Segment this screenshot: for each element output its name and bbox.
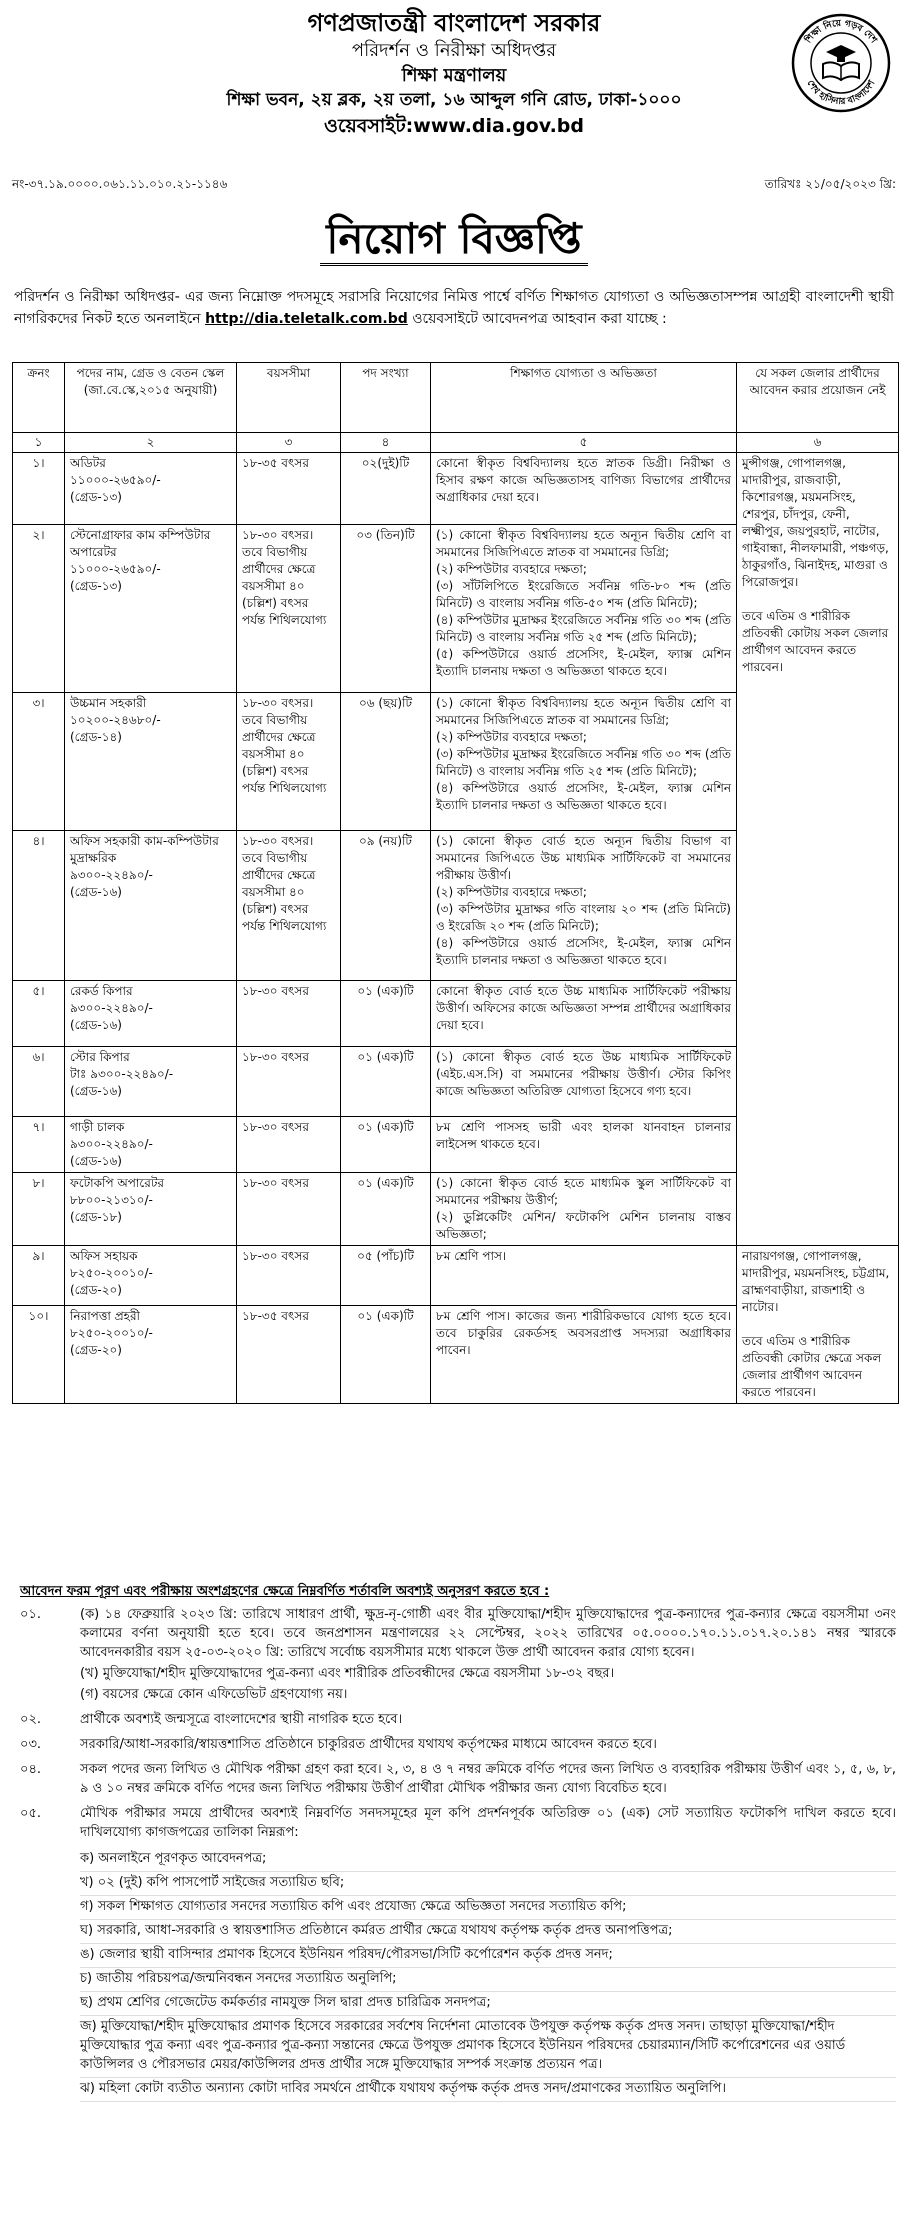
serial-cell: ১০। — [13, 1305, 65, 1403]
condition-item — [20, 1605, 896, 1706]
post-cell: অডিটর ১১০০০-২৬৫৯০/- (গ্রেড-১৩) — [65, 453, 237, 525]
condition-sub-clause: সরকারি/আধা-সরকারি/স্বায়ত্তশাসিত প্রতিষ্ঠানে চাকুরিরত প্রার্থীদের যথাযথ কর্তৃপক্ষের মাধ্যমে আবেদন করতে হবে। — [80, 1737, 657, 1752]
condition-sub-clause: মৌখিক পরীক্ষার সময়ে প্রার্থীদের অবশ্যই নিম্নবর্ণিত সনদসমূহের মূল কপি প্রদর্শনপূর্বক অতিরিক্ত ০১ (এক) সেট সত্যায়িত ফটোকপি দাখিল করতে হবে। দাখিলযোগ্য কাগজপত্রের তালিকা নিম্নরূপ: — [80, 1806, 896, 1840]
condition-item — [20, 1760, 896, 1800]
count-cell: ০১ (এক)টি — [341, 1173, 431, 1246]
col-number: ৩ — [237, 433, 341, 453]
col-header-qualification: শিক্ষাগত যোগ্যতা ও অভিজ্ঞতা — [431, 363, 737, 433]
age-cell: ১৮-৩০ বৎসর। তবে বিভাগীয় প্রার্থীদের ক্ষেত্রে বয়সসীমা ৪০ (চল্লিশ) বৎসর পর্যন্ত শিথিলযোগ্য — [237, 525, 341, 693]
document-item: চ) জাতীয় পরিচয়পত্র/জন্মনিবন্ধন সনদের সত্যায়িত অনুলিপি; — [80, 1968, 896, 1992]
condition-sub-clause: (খ) মুক্তিযোদ্ধা/শহীদ মুক্তিযোদ্ধাদের পুত্র-কন্যা এবং শারীরিক প্রতিবন্ধীদের ক্ষেত্রে বয়সসীমা ১৮-৩২ বছর। — [80, 1666, 615, 1681]
condition-number: ০১. — [20, 1607, 42, 1622]
count-cell: ০১ (এক)টি — [341, 1047, 431, 1117]
count-cell: ০৯ (নয়)টি — [341, 831, 431, 981]
header — [0, 8, 908, 139]
age-cell: ১৮-৩০ বৎসর — [237, 1047, 341, 1117]
count-cell: ০১ (এক)টি — [341, 1305, 431, 1403]
table-header-row — [13, 363, 899, 433]
intro-paragraph — [14, 286, 894, 330]
column-number-row — [13, 433, 899, 453]
document-item: ঝ) মহিলা কোটা ব্যতীত অন্যান্য কোটা দাবির সমর্থনে প্রার্থীকে যথাযথ কর্তৃপক্ষ কর্তৃক প্রদত্ত সনদ/প্রমাণকের সত্যায়িত অনুলিপি। — [80, 2078, 896, 2102]
vacancy-rows — [13, 453, 899, 1404]
office-address: শিক্ষা ভবন, ২য় ব্লক, ২য় তলা, ১৬ আব্দুল গনি রোড, ঢাকা-১০০০ — [226, 90, 682, 110]
condition-text — [80, 1804, 896, 1844]
document-item: জ) মুক্তিযোদ্ধা/শহীদ মুক্তিযোদ্ধার প্রমাণক হিসেবে সরকারের সর্বশেষ নির্দেশনা মোতাবেক উপযুক্ত কর্তৃপক্ষ কর্তৃক প্রদত্ত সনদ। তাছাড়া মুক্তিযোদ্ধা/শহীদ মুক্তিযোদ্ধার পুত্র কন্যা এবং পুত্র-কন্যার পুত্র-কন্যা সন্তানের ক্ষেত্রে উপযুক্ত প্রমাণক হিসেবে ইউনিয়ন পরিষদের চেয়ারম্যান/সিটি কর্পোরেশনের এর ওয়ার্ড কাউন্সিলর ও পৌরসভার মেয়র/কাউন্সিলর প্রদত্ত প্রার্থীর সঙ্গে মুক্তিযোদ্ধার সম্পর্ক সংক্রান্ত প্রত্যয়ন পত্র। — [80, 2016, 896, 2078]
conditions-list — [20, 1605, 896, 1844]
post-cell: উচ্চমান সহকারী ১০২০০-২৪৬৮০/- (গ্রেড-১৪) — [65, 693, 237, 831]
condition-number: ০৩. — [20, 1737, 42, 1752]
condition-sub-clause: (ক) ১৪ ফেব্রুয়ারি ২০২৩ খ্রি: তারিখে সাধারণ প্রার্থী, ক্ষুদ্র-নৃ-গোষ্ঠী এবং বীর মুক্তিযোদ্ধা/শহীদ মুক্তিযোদ্ধাদের পুত্র-কন্যাদের পুত্র-কন্যার ক্ষেত্রে বয়সসীমা ৩নং কলামের বর্ণনা অনুযায়ী হতে হবে। তবে জনপ্রশাসন মন্ত্রণালয়ের ২২ সেপ্টেম্বর, ২০২২ তারিখের ০৫.০০০০.১৭০.১১.০১৭.২০.১৪১ নম্বর স্মারকে আবেদনকারীর বয়স ২৫-০৩-২০২০ খ্রি: তারিখে সর্বোচ্চ বয়সসীমার মধ্যে থাকলে উক্ত প্রার্থী আবেদন করার যোগ্য হবেন। — [80, 1607, 896, 1660]
age-cell: ১৮-৩০ বৎসর — [237, 981, 341, 1047]
age-cell: ১৮-৩০ বৎসর — [237, 1246, 341, 1306]
department-name: পরিদর্শন ও নিরীক্ষা অধিদপ্তর — [351, 40, 557, 61]
website: ওয়েবসাইট:www.dia.gov.bd — [323, 115, 584, 137]
vacancy-table — [12, 362, 899, 1404]
post-cell: গাড়ী চালক ৯৩০০-২২৪৯০/- (গ্রেড-১৬) — [65, 1117, 237, 1173]
col-header-sl: ক্রনং — [13, 363, 65, 433]
serial-cell: ১। — [13, 453, 65, 525]
document-item: ক) অনলাইনে পূরণকৃত আবেদনপত্র; — [80, 1848, 896, 1872]
col-header-districts: যে সকল জেলার প্রার্থীদের আবেদন করার প্রয়োজন নেই — [737, 363, 899, 433]
condition-text — [80, 1710, 896, 1731]
conditions-title: আবেদন ফরম পূরণ এবং পরীক্ষায় অংশগ্রহণের ক্ষেত্রে নিম্নবর্ণিত শর্তাবলি অবশ্যই অনুসরণ করতে হবে : — [20, 1584, 550, 1599]
document-item: গ) সকল শিক্ষাগত যোগ্যতার সনদের সত্যায়িত কপি এবং প্রযোজ্য ক্ষেত্রে অভিজ্ঞতা সনদের সত্যায়িত কপি; — [80, 1896, 896, 1920]
condition-number: ০২. — [20, 1712, 42, 1727]
district-exemption-cell: মুন্সীগঞ্জ, গোপালগঞ্জ, মাদারীপুর, রাজবাড়ী, কিশোরগঞ্জ, ময়মনসিংহ, শেরপুর, চাঁদপুর, ফেনী, লক্ষ্মীপুর, জয়পুরহাট, নাটোর, গাইবান্ধা, নীলফামারী, পঞ্চগড়, ঠাকুরগাঁও, ঝিনাইদহ, মাগুরা ও পিরোজপুর। তবে এতিম ও শারীরিক প্রতিবন্ধী কোটায় সকল জেলার প্রার্থীগণ আবেদন করতে পারবেন। — [737, 453, 899, 1246]
age-cell: ১৮-৩০ বৎসর। তবে বিভাগীয় প্রার্থীদের ক্ষেত্রে বয়সসীমা ৪০ (চল্লিশ) বৎসর পর্যন্ত শিথিলযোগ্য — [237, 693, 341, 831]
col-number: ১ — [13, 433, 65, 453]
post-cell: ফটোকপি অপারেটর ৮৮০০-২১৩১০/- (গ্রেড-১৮) — [65, 1173, 237, 1246]
memo-number: নং-৩৭.১৯.০০০০.০৬১.১১.০১০.২১-১১৪৬ — [12, 177, 228, 191]
col-number: ৫ — [431, 433, 737, 453]
qualification-cell: (১) কোনো স্বীকৃত বোর্ড হতে মাধ্যমিক স্কুল সার্টিফিকেট বা সমমানের পরীক্ষায় উত্তীর্ণ; (২) ডুপ্লিকেটিং মেশিন/ ফটোকপি মেশিন চালনায় বাস্তব অভিজ্ঞতা; — [431, 1173, 737, 1246]
post-cell: রেকর্ড কিপার ৯৩০০-২২৪৯০/- (গ্রেড-১৬) — [65, 981, 237, 1047]
document-item: ছ) প্রথম শ্রেণির গেজেটেড কর্মকর্তার নামযুক্ত সিল দ্বারা প্রদত্ত চারিত্রিক সনদপত্র; — [80, 1992, 896, 2016]
post-cell: অফিস সহকারী কাম-কম্পিউটার মুদ্রাক্ষরিক ৯৩০০-২২৪৯০/- (গ্রেড-১৬) — [65, 831, 237, 981]
table-row — [13, 453, 899, 525]
serial-cell: ৫। — [13, 981, 65, 1047]
qualification-cell: (১) কোনো স্বীকৃত বোর্ড হতে উচ্চ মাধ্যমিক সার্টিফিকেট (এইচ.এস.সি) বা সমমানের পরীক্ষায় উত্তীর্ণ। স্টোর কিপিং কাজে অভিজ্ঞতা অতিরিক্ত যোগ্যতা হিসেবে গণ্য হবে। — [431, 1047, 737, 1117]
qualification-cell: কোনো স্বীকৃত বোর্ড হতে উচ্চ মাধ্যমিক সার্টিফিকেট পরীক্ষায় উত্তীর্ণ। অফিসের কাজে অভিজ্ঞতা সম্পন্ন প্রার্থীদের অগ্রাধিকার দেয়া হবে। — [431, 981, 737, 1047]
col-number: ৪ — [341, 433, 431, 453]
serial-cell: ৬। — [13, 1047, 65, 1117]
notice-date: তারিখঃ ২১/০৫/২০২৩ খ্রি: — [764, 177, 896, 191]
age-cell: ১৮-৩০ বৎসর — [237, 1117, 341, 1173]
conditions-section — [20, 1582, 896, 2102]
serial-cell: ৯। — [13, 1246, 65, 1306]
count-cell: ০৩ (তিন)টি — [341, 525, 431, 693]
document-item: খ) ০২ (দুই) কপি পাসপোর্ট সাইজের সত্যায়িত ছবি; — [80, 1872, 896, 1896]
logo-top-text: শিক্ষা নিয়ে গড়ব দেশ — [803, 18, 879, 46]
col-number: ৬ — [737, 433, 899, 453]
education-logo-icon — [790, 12, 892, 114]
post-cell: স্টেনোগ্রাফার কাম কম্পিউটার অপারেটর ১১০০০-২৬৫৯০/- (গ্রেড-১৩) — [65, 525, 237, 693]
count-cell: ০১ (এক)টি — [341, 981, 431, 1047]
serial-cell: ৮। — [13, 1173, 65, 1246]
document-item: ঙ) জেলার স্থায়ী বাসিন্দার প্রমাণক হিসেবে ইউনিয়ন পরিষদ/পৌরসভা/সিটি কর্পোরেশন কর্তৃক প্রদত্ত সনদ; — [80, 1944, 896, 1968]
qualification-cell: (১) কোনো স্বীকৃত বিশ্ববিদ্যালয় হতে অন্যূন দ্বিতীয় শ্রেণি বা সমমানের সিজিপিএতে স্নাতক বা সমমানের ডিগ্রি; (২) কম্পিউটার ব্যবহারে দক্ষতা; (৩) কম্পিউটার মুদ্রাক্ষর ইংরেজিতে সর্বনিম্ন গতি ৩০ শব্দ (প্রতি মিনিটে) ও বাংলায় সর্বনিম্ন গতি ২৫ শব্দ (প্রতি মিনিটে); (৪) কম্পিউটারে ওয়ার্ড প্রসেসিং, ই-মেইল, ফ্যাক্স মেশিন ইত্যাদি চালনার দক্ষতা ও অভিজ্ঞতা থাকতে হবে। — [431, 693, 737, 831]
count-cell: ০৫ (পাঁচ)টি — [341, 1246, 431, 1306]
qualification-cell: (১) কোনো স্বীকৃত বোর্ড হতে অন্যূন দ্বিতীয় বিভাগ বা সমমানের জিপিএতে উচ্চ মাধ্যমিক সার্টিফিকেট বা সমমানের পরীক্ষায় উত্তীর্ণ। (২) কম্পিউটার ব্যবহারে দক্ষতা; (৩) কম্পিউটার মুদ্রাক্ষর গতি বাংলায় ২০ শব্দ (প্রতি মিনিটে) ও ইংরেজি ২০ শব্দ (প্রতি মিনিটে); (৪) কম্পিউটারে ওয়ার্ড প্রসেসিং, ই-মেইল, ফ্যাক্স মেশিন ইত্যাদি চালনার দক্ষতা ও অভিজ্ঞতা থাকতে হবে। — [431, 831, 737, 981]
notice-title-wrap — [0, 206, 908, 277]
application-link[interactable]: http://dia.teletalk.com.bd — [205, 311, 408, 327]
intro-text-before: পরিদর্শন ও নিরীক্ষা অধিদপ্তর- এর জন্য নিম্নোক্ত পদসমূহে সরাসরি নিয়োগের নিমিত্ত পার্শ্বে বর্ণিত শিক্ষাগত যোগ্যতা ও অভিজ্ঞতাসম্পন্ন আগ্রহী বাংলাদেশী স্থায়ী নাগরিকদের নিকট হতে অনলাইনে — [14, 289, 894, 327]
condition-number: ০৫. — [20, 1806, 42, 1821]
condition-text — [80, 1760, 896, 1800]
table-row — [13, 1246, 899, 1306]
post-cell: স্টোর কিপার টাঃ ৯৩০০-২২৪৯০/- (গ্রেড-১৬) — [65, 1047, 237, 1117]
qualification-cell: (১) কোনো স্বীকৃত বিশ্ববিদ্যালয় হতে অন্যূন দ্বিতীয় শ্রেণি বা সমমানের সিজিপিএতে স্নাতক বা সমমানের ডিগ্রি; (২) কম্পিউটার ব্যবহারে দক্ষতা; (৩) সাঁটলিপিতে ইংরেজিতে সর্বনিম্ন গতি-৮০ শব্দ (প্রতি মিনিটে) ও বাংলায় সর্বনিম্ন গতি-৫০ শব্দ (প্রতি মিনিটে); (৪) কম্পিউটার মুদ্রাক্ষর ইংরেজিতে সর্বনিম্ন গতি ৩০ শব্দ (প্রতি মিনিটে) ও বাংলায় সর্বনিম্ন গতি ২৫ শব্দ (প্রতি মিনিটে); (৫) কম্পিউটারে ওয়ার্ড প্রসেসিং, ই-মেইল, ফ্যাক্স মেশিন ইত্যাদি চালনায় দক্ষতা ও অভিজ্ঞতা থাকতে হবে। — [431, 525, 737, 693]
condition-number: ০৪. — [20, 1762, 42, 1777]
serial-cell: ৪। — [13, 831, 65, 981]
qualification-cell: ৮ম শ্রেণি পাস। — [431, 1246, 737, 1306]
serial-cell: ৭। — [13, 1117, 65, 1173]
condition-sub-clause: সকল পদের জন্য লিখিত ও মৌখিক পরীক্ষা গ্রহণ করা হবে। ২, ৩, ৪ ও ৭ নম্বর ক্রমিকে বর্ণিত পদের জন্য লিখিত ও ব্যবহারিক পরীক্ষায় উত্তীর্ণ এবং ১, ৫, ৬, ৮, ৯ ও ১০ নম্বর ক্রমিকে বর্ণিত পদের জন্য লিখিত পরীক্ষায় উত্তীর্ণ প্রার্থীরা মৌখিক পরীক্ষার জন্য যোগ্য বিবেচিত হবে। — [80, 1762, 896, 1796]
age-cell: ১৮-৩৫ বৎসর — [237, 1305, 341, 1403]
condition-item — [20, 1804, 896, 1844]
serial-cell: ৩। — [13, 693, 65, 831]
intro-text-after: ওয়েবসাইটে আবেদনপত্র আহবান করা যাচ্ছে : — [412, 311, 667, 327]
col-number: ২ — [65, 433, 237, 453]
government-name: গণপ্রজাতন্ত্রী বাংলাদেশ সরকার — [307, 9, 601, 37]
condition-sub-clause: প্রার্থীকে অবশ্যই জন্মসূত্রে বাংলাদেশের স্থায়ী নাগরিক হতে হবে। — [80, 1712, 403, 1727]
count-cell: ০১ (এক)টি — [341, 1117, 431, 1173]
count-cell: ০৬ (ছয়)টি — [341, 693, 431, 831]
serial-cell: ২। — [13, 525, 65, 693]
post-cell: অফিস সহায়ক ৮২৫০-২০০১০/- (গ্রেড-২০) — [65, 1246, 237, 1306]
ministry-name: শিক্ষা মন্ত্রণালয় — [401, 65, 507, 86]
documents-list — [80, 1848, 896, 2102]
count-cell: ০২(দুই)টি — [341, 453, 431, 525]
col-header-age: বয়সসীমা — [237, 363, 341, 433]
condition-item — [20, 1710, 896, 1731]
condition-item — [20, 1735, 896, 1756]
condition-sub-clause: (গ) বয়সের ক্ষেত্রে কোন এফিডেভিট গ্রহণযোগ্য নয়। — [80, 1687, 348, 1702]
post-cell: নিরাপত্তা প্রহরী ৮২৫০-২০০১০/- (গ্রেড-২০) — [65, 1305, 237, 1403]
qualification-cell: কোনো স্বীকৃত বিশ্ববিদ্যালয় হতে স্নাতক ডিগ্রী। নিরীক্ষা ও হিসাব রক্ষণ কাজে অভিজ্ঞতাসহ বাণিজ্য বিভাগের প্রার্থীদের অগ্রাধিকার দেয়া হবে। — [431, 453, 737, 525]
condition-text — [80, 1605, 896, 1706]
condition-text — [80, 1735, 896, 1756]
notice-title: নিয়োগ বিজ্ঞপ্তি — [320, 214, 587, 266]
age-cell: ১৮-৩৫ বৎসর — [237, 453, 341, 525]
col-header-post: পদের নাম, গ্রেড ও বেতন স্কেল (জা.বে.স্কে,২০১৫ অনুযায়ী) — [65, 363, 237, 433]
logo-bottom-text: শেখ হাসিনার বাংলাদেশ — [804, 78, 878, 108]
age-cell: ১৮-৩০ বৎসর — [237, 1173, 341, 1246]
col-header-count: পদ সংখ্যা — [341, 363, 431, 433]
qualification-cell: ৮ম শ্রেণি পাসসহ ভারী এবং হালকা যানবাহন চালনার লাইসেন্স থাকতে হবে। — [431, 1117, 737, 1173]
age-cell: ১৮-৩০ বৎসর। তবে বিভাগীয় প্রার্থীদের ক্ষেত্রে বয়সসীমা ৪০ (চল্লিশ) বৎসর পর্যন্ত শিথিলযোগ্য — [237, 831, 341, 981]
district-exemption-cell: নারায়ণগঞ্জ, গোপালগঞ্জ, মাদারীপুর, ময়মনসিংহ, চট্টগ্রাম, ব্রাহ্মণবাড়ীয়া, রাজশাহী ও নাটোর। তবে এতিম ও শারীরিক প্রতিবন্ধী কোটার ক্ষেত্রে সকল জেলার প্রার্থীগণ আবেদন করতে পারবেন। — [737, 1246, 899, 1404]
document-item: ঘ) সরকারি, আধা-সরকারি ও স্বায়ত্তশাসিত প্রতিষ্ঠানে কর্মরত প্রার্থীর ক্ষেত্রে যথাযথ কর্তৃপক্ষ কর্তৃক প্রদত্ত অনাপত্তিপত্র; — [80, 1920, 896, 1944]
qualification-cell: ৮ম শ্রেণি পাস। কাজের জন্য শারীরিকভাবে যোগ্য হতে হবে। তবে চাকুরির রেকর্ডসহ অবসরপ্রাপ্ত সদস্যরা অগ্রাধিকার পাবেন। — [431, 1305, 737, 1403]
